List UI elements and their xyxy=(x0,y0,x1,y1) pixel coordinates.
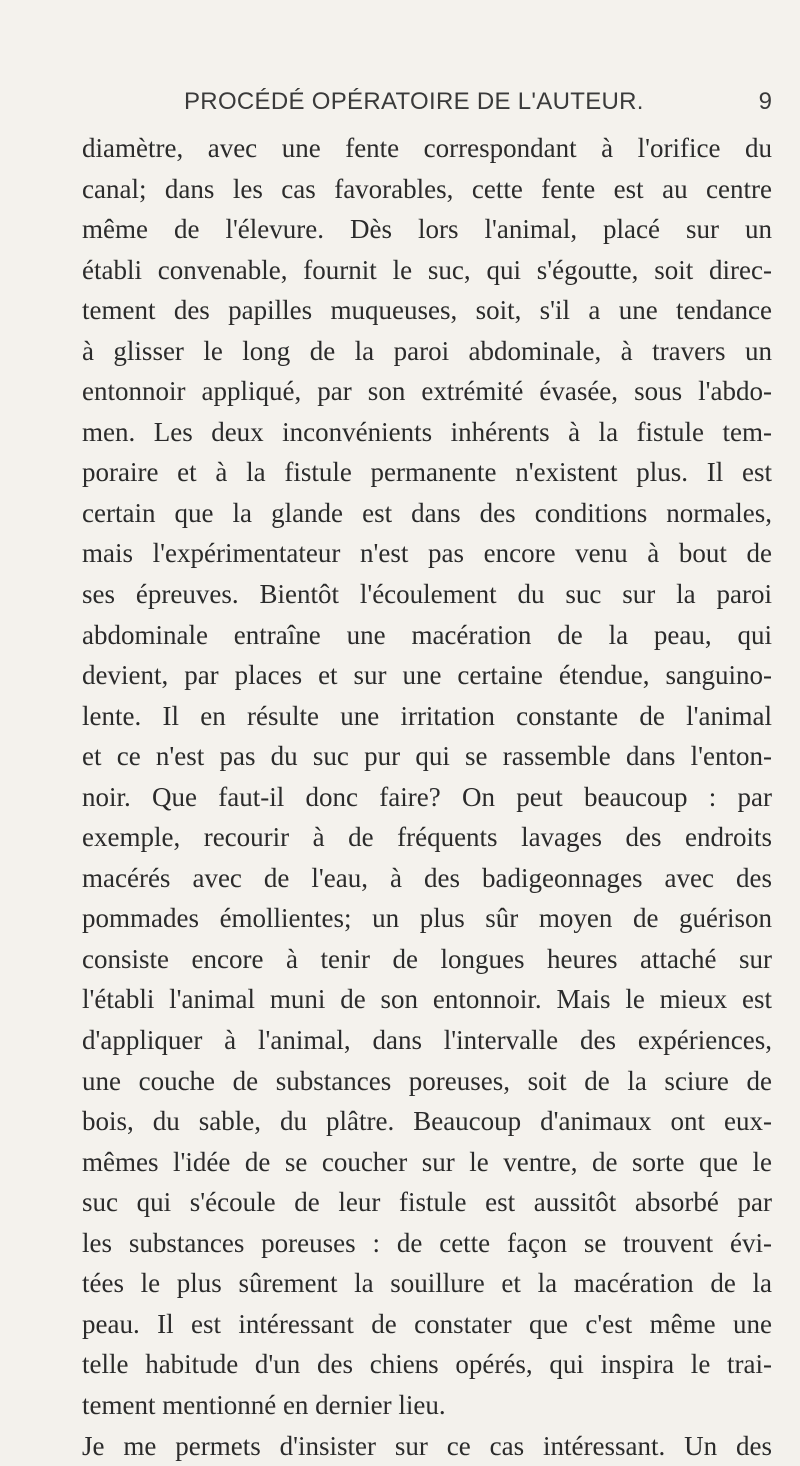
text-line: tées le plus sûrement la souillure et la macération de la xyxy=(82,1263,772,1304)
text-line: à glisser le long de la paroi abdominale, à travers un xyxy=(82,331,772,372)
running-head xyxy=(82,88,772,122)
text-line: Je me permets d'insister sur ce cas intéressant. Un des xyxy=(82,1426,772,1466)
text-line: diamètre, avec une fente correspondant à l'orifice du xyxy=(82,128,772,169)
text-line: noir. Que faut-il donc faire? On peut beaucoup : par xyxy=(82,777,772,818)
text-line: certain que la glande est dans des conditions normales, xyxy=(82,493,772,534)
text-line: devient, par places et sur une certaine étendue, sanguino- xyxy=(82,655,772,696)
text-line: poraire et à la fistule permanente n'existent plus. Il est xyxy=(82,452,772,493)
text-line: entonnoir appliqué, par son extrémité évasée, sous l'abdo- xyxy=(82,371,772,412)
text-line: suc qui s'écoule de leur fistule est aussitôt absorbé par xyxy=(82,1182,772,1223)
text-line: lente. Il en résulte une irritation constante de l'animal xyxy=(82,696,772,737)
text-line: macérés avec de l'eau, à des badigeonnages avec des xyxy=(82,858,772,899)
text-line: men. Les deux inconvénients inhérents à la fistule tem- xyxy=(82,412,772,453)
text-line: établi convenable, fournit le suc, qui s'égoutte, soit direc- xyxy=(82,250,772,291)
text-line: tement des papilles muqueuses, soit, s'il a une tendance xyxy=(82,290,772,331)
text-line: et ce n'est pas du suc pur qui se rassemble dans l'enton- xyxy=(82,736,772,777)
text-line: bois, du sable, du plâtre. Beaucoup d'animaux ont eux- xyxy=(82,1101,772,1142)
text-line: les substances poreuses : de cette façon se trouvent évi- xyxy=(82,1223,772,1264)
page-number: 9 xyxy=(759,88,772,116)
text-line: consiste encore à tenir de longues heures attaché sur xyxy=(82,939,772,980)
text-line: même de l'élevure. Dès lors l'animal, placé sur un xyxy=(82,209,772,250)
text-line: pommades émollientes; un plus sûr moyen de guérison xyxy=(82,898,772,939)
text-line: canal; dans les cas favorables, cette fente est au centre xyxy=(82,169,772,210)
text-line: une couche de substances poreuses, soit de la sciure de xyxy=(82,1061,772,1102)
text-line: abdominale entraîne une macération de la peau, qui xyxy=(82,615,772,656)
body-text xyxy=(82,128,772,1466)
text-line: ses épreuves. Bientôt l'écoulement du suc sur la paroi xyxy=(82,574,772,615)
running-head-title: PROCÉDÉ OPÉRATOIRE DE L'AUTEUR. xyxy=(184,88,644,116)
text-line: peau. Il est intéressant de constater que c'est même une xyxy=(82,1304,772,1345)
text-line: d'appliquer à l'animal, dans l'intervalle des expériences, xyxy=(82,1020,772,1061)
text-line: telle habitude d'un des chiens opérés, qui inspira le trai- xyxy=(82,1344,772,1385)
text-line: mais l'expérimentateur n'est pas encore venu à bout de xyxy=(82,533,772,574)
text-line: l'établi l'animal muni de son entonnoir. Mais le mieux est xyxy=(82,979,772,1020)
text-line: tement mentionné en dernier lieu. xyxy=(82,1385,772,1426)
text-line: exemple, recourir à de fréquents lavages des endroits xyxy=(82,817,772,858)
text-line: mêmes l'idée de se coucher sur le ventre, de sorte que le xyxy=(82,1142,772,1183)
